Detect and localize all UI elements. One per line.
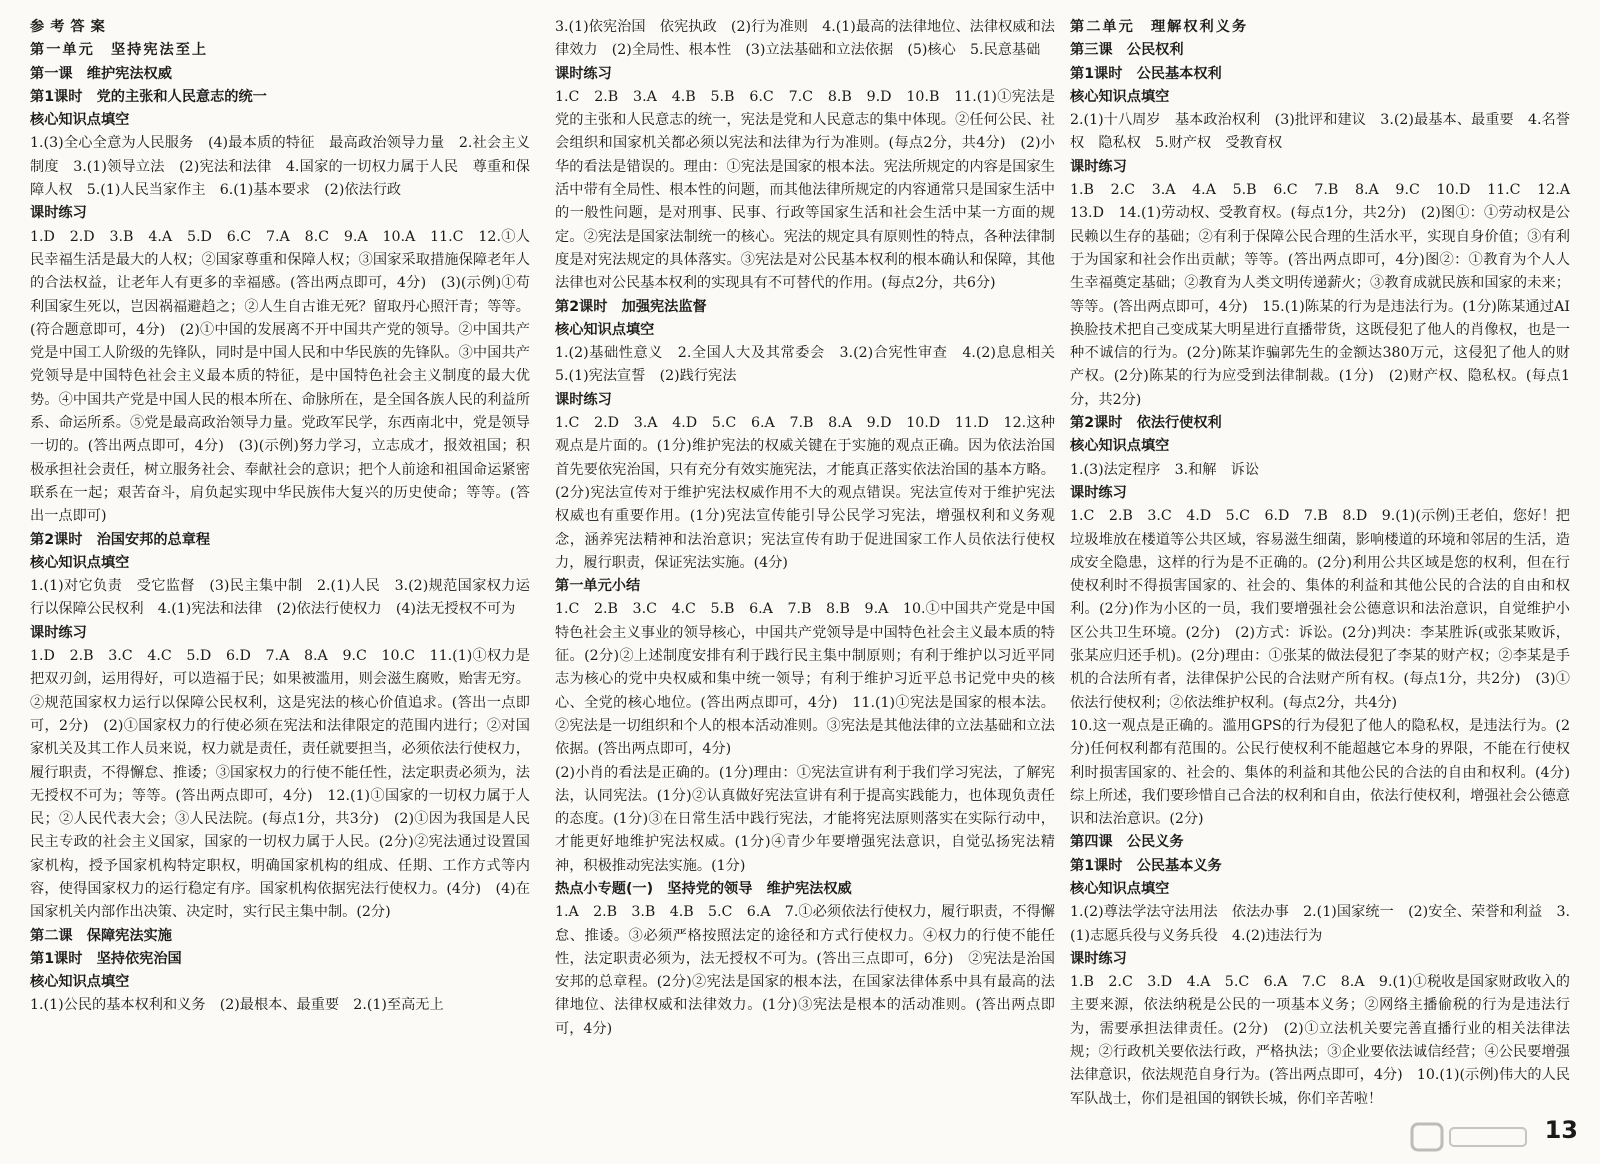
answer-paragraph: 1.C 2.B 3.A 4.B 5.B 6.C 7.C 8.B 9.D 10.B 11.(1)①宪法是党的主张和人民意志的统一，宪法是党和人民意志的集中体现。②任何公民、社会组织和国家机关都必须以宪法和法律为行为准则。(每点2分，共4分) (2)小华的看法是错误的。理由：①宪法是国家的根本法。宪法所规定的内容是国家生活中带有全局性、根本性的问题，而其他法律所规定的内容通常只是国家生活中的一般性问题，是对刑事、民事、行政等国家生活和社会生活中某一方面的规定。②宪法是国家法制统一的核心。宪法的规定具有原则性的特点，各种法律制度是对宪法规定的具体落实。③宪法是对公民基本权利的根本确认和保障，其他法律也对公民基本权利的实现具有不可替代的作用。(每点2分，共6分)	[555, 88, 1055, 292]
period-heading: 第1课时 公民基本权利	[1070, 65, 1222, 82]
period-heading: 第1课时 坚持依宪治国	[30, 950, 182, 967]
answer-paragraph: 1.A 2.B 3.B 4.B 5.C 6.A 7.①必须依法行使权力，履行职责，不得懈怠、推诿。③必须严格按照法定的途径和方式行使权力。④权力的行使不能任性，法定职责必须为，法无授权不可为。(答出三点即可，6分) ②宪法是治国安邦的总章程。(2分)②宪法是国家的根本法，在国家法律体系中具有最高的法律地位、法律权威和法律效力。(1分)③宪法是根本的活动准则。(答出两点即可，4分)	[555, 904, 1055, 1037]
watermark-logo	[1410, 1120, 1530, 1154]
period-heading: 第1课时 党的主张和人民意志的统一	[30, 88, 267, 105]
answer-paragraph: 1.D 2.B 3.C 4.C 5.D 6.D 7.A 8.A 9.C 10.C 11.(1)①权力是把双刃剑，运用得好，可以造福于民；如果被滥用，则会滋生腐败，贻害无穷。②规范国家权力运行以保障公民权利，这是宪法的核心价值追求。(答出一点即可，2分) (2)①国家权力的行使必须在宪法和法律限定的范围内进行；②对国家机关及其工作人员来说，权力就是责任，责任就要担当，必须依法行使权力，履行职责，不得懈怠、推诿；③国家权力的行使不能任性，法定职责必须为，法无授权不可为；等等。(答出两点即可，4分) 12.(1)①国家的一切权力属于人民；②人民代表大会；③人民法院。(每点1分，共3分) (2)①因为我国是人民民主专政的社会主义国家，国家的一切权力属于人民。(2分)②宪法通过设置国家机构，授予国家机构特定职权，明确国家机构的组成、任期、工作方式等内容，使得国家权力的运行稳定有序。国家机构依据宪法行使权力。(4分) (4)在国家机关内部作出决策、决定时，实行民主集中制。(2分)	[30, 648, 530, 921]
section-label: 核心知识点填空	[30, 554, 130, 571]
answer-paragraph: 1.C 2.B 3.C 4.D 5.C 6.D 7.B 8.D 9.(1)(示例)王老伯，您好！把垃圾堆放在楼道等公共区域，容易滋生细菌，影响楼道的环境和邻居的生活，造成安全隐患，这样的行为是不正确的。(2分)利用公共区域是您的权利，但在行使权利时不得损害国家的、社会的、集体的利益和其他公民的合法的自由和权利。(2分)作为小区的一员，我们要增强社会公德意识和法治意识，自觉维护小区公共卫生环境。(2分) (2)方式：诉讼。(2分)判决：李某胜诉(或张某败诉，张某应归还手机)。(2分)理由：①张某的做法侵犯了李某的财产权；②李某是手机的合法所有者，法律保护公民的合法财产所有权。(每点1分，共2分) (3)①依法行使权利；②依法维护权利。(每点2分，共4分)	[1070, 508, 1570, 711]
section-label: 核心知识点填空	[1070, 880, 1170, 897]
section-label: 课时练习	[1070, 158, 1127, 175]
section-label: 课时练习	[1070, 484, 1127, 501]
period-heading: 第2课时 加强宪法监督	[555, 298, 707, 315]
section-label: 课时练习	[30, 624, 87, 641]
page-title: 参考答案	[30, 19, 111, 35]
section-label: 课时练习	[555, 65, 612, 82]
period-heading: 第1课时 公民基本义务	[1070, 857, 1222, 874]
answer-paragraph: 1.(1)对它负责 受它监督 (3)民主集中制 2.(1)人民 3.(2)规范国家权力运行以保障公民权利 4.(1)宪法和法律 (2)依法行使权力 (4)法无授权不可为	[30, 578, 530, 618]
column-right	[1070, 16, 1585, 1146]
section-label: 核心知识点填空	[1070, 438, 1170, 455]
lesson-heading: 第一课 维护宪法权威	[30, 65, 172, 82]
section-label: 核心知识点填空	[30, 112, 130, 129]
answer-paragraph: 1.B 2.C 3.D 4.A 5.C 6.A 7.C 8.A 9.(1)①税收是国家财政收入的主要来源，依法纳税是公民的一项基本义务；②网络主播偷税的行为是违法行为，需要承担法律责任。(2分) (2)①立法机关要完善直播行业的相关法律法规；②行政机关要依法行政，严格执法；③企业要依法诚信经营；④公民要增强法律意识，依法规范自身行为。(答出两点即可，4分) 10.(1)(示例)伟大的人民军队战士，你们是祖国的钢铁长城，你们辛苦啦！	[1070, 974, 1570, 1107]
answer-paragraph: 3.(1)依宪治国 依宪执政 (2)行为准则 4.(1)最高的法律地位、法律权威和法律效力 (2)全局性、根本性 (3)立法基础和立法依据 (5)核心 5.民意基础	[555, 19, 1055, 59]
lesson-heading: 第四课 公民义务	[1070, 834, 1184, 851]
answer-paragraph: 1.(3)法定程序 3.和解 诉讼	[1070, 461, 1260, 478]
section-label: 核心知识点填空	[30, 974, 130, 991]
column-middle	[555, 16, 1070, 1146]
answer-paragraph: 1.(1)公民的基本权利和义务 (2)最根本、最重要 2.(1)至高无上	[30, 997, 444, 1014]
answer-paragraph: 2.(1)十八周岁 基本政治权利 (3)批评和建议 3.(2)最基本、最重要 4.名誉权 隐私权 5.财产权 受教育权	[1070, 112, 1570, 152]
answer-paragraph: 1.D 2.D 3.B 4.A 5.D 6.C 7.A 8.C 9.A 10.A 11.C 12.①人民幸福生活是最大的人权；②国家尊重和保障人权；③国家采取措施保障老年人的合法权益，让老年人有更多的幸福感。(答出两点即可，4分) (3)(示例)①苟利国家生死以，岂因祸福避趋之；②人生自古谁无死？留取丹心照汗青；等等。(符合题意即可，4分) (2)①中国的发展离不开中国共产党的领导。②中国共产党是中国工人阶级的先锋队，同时是中国人民和中华民族的先锋队。③中国共产党领导是中国特色社会主义最本质的特征，是中国特色社会主义制度的最大优势。④中国共产党是中国人民的根本所在、命脉所在，是全国各族人民的利益所系、命运所系。⑤党是最高政治领导力量。党政军民学，东西南北中，党是领导一切的。(答出两点即可，4分) (3)(示例)努力学习，立志成才，报效祖国；积极承担社会责任，树立服务社会、奉献社会的意识；把个人前途和祖国命运紧密联系在一起；艰苦奋斗，肩负起实现中华民族伟大复兴的历史使命；等等。(答出一点即可)	[30, 228, 530, 525]
page-number: 13	[1544, 1116, 1578, 1144]
section-label: 核心知识点填空	[555, 321, 655, 338]
period-heading: 第2课时 治国安邦的总章程	[30, 531, 211, 548]
period-heading: 第2课时 依法行使权利	[1070, 415, 1222, 432]
section-label: 核心知识点填空	[1070, 88, 1170, 105]
section-label: 课时练习	[30, 205, 87, 222]
answer-paragraph: 1.(3)全心全意为人民服务 (4)最本质的特征 最高政治领导力量 2.社会主义制度 3.(1)领导立法 (2)宪法和法律 4.国家的一切权力属于人民 尊重和保障人权 5.(1)人民当家作主 6.(1)基本要求 (2)依法行政	[30, 135, 530, 199]
column-left	[30, 16, 530, 1146]
answer-paragraph: 1.B 2.C 3.A 4.A 5.B 6.C 7.B 8.A 9.C 10.D 11.C 12.A 13.D 14.(1)劳动权、受教育权。(每点1分，共2分) (2)图①：①劳动权是公民赖以生存的基础；②有利于保障公民合理的生活水平，实现自身价值；③有利于为国家和社会作出贡献；等等。(答出两点即可，4分)图②：①教育为个人人生幸福奠定基础；②教育为人类文明传递薪火；③教育成就民族和国家的未来；等等。(答出两点即可，4分) 15.(1)陈某的行为是违法行为。(1分)陈某通过AI换脸技术把自己变成某大明星进行直播带货，这既侵犯了他人的肖像权，也是一种不诚信的行为。(2分)陈某诈骗郭先生的金额达380万元，这侵犯了他人的财产权。(2分)陈某的行为应受到法律制裁。(1分) (2)财产权、隐私权。(每点1分，共2分)	[1070, 182, 1585, 408]
unit-heading: 第一单元 坚持宪法至上	[30, 42, 209, 59]
topic-heading: 热点小专题(一) 坚持党的领导 维护宪法权威	[555, 880, 852, 897]
lesson-heading: 第二课 保障宪法实施	[30, 927, 172, 944]
answer-paragraph: 1.(2)尊法学法守法用法 依法办事 2.(1)国家统一 (2)安全、荣誉和利益 3.(1)志愿兵役与义务兵役 4.(2)违法行为	[1070, 904, 1570, 944]
lesson-heading: 第三课 公民权利	[1070, 42, 1184, 59]
section-label: 课时练习	[555, 391, 612, 408]
answer-paragraph: 10.这一观点是正确的。滥用GPS的行为侵犯了他人的隐私权，是违法行为。(2分)任何权利都有范围的。公民行使权利不能超越它本身的界限，不能在行使权利时损害国家的、社会的、集体的利益和其他公民的合法的自由和权利。(4分)综上所述，我们要珍惜自己合法的权利和自由，依法行使权利，增强社会公德意识和法治意识。(2分)	[1070, 717, 1570, 828]
unit-heading: 第二单元 理解权利义务	[1070, 19, 1249, 35]
section-label: 课时练习	[1070, 950, 1127, 967]
answer-paragraph: (2)小肖的看法是正确的。(1分)理由：①宪法宣讲有利于我们学习宪法，了解宪法，认同宪法。(1分)②认真做好宪法宣讲有利于提高实践能力，也体现负责任的态度。(1分)③在日常生活中践行宪法，才能将宪法原则落实在实际行动中，才能更好地维护宪法权威。(1分)④青少年要增强宪法意识，自觉弘扬宪法精神，积极推动宪法实施。(1分)	[555, 764, 1055, 874]
answer-paragraph: 1.C 2.D 3.A 4.D 5.C 6.A 7.B 8.A 9.D 10.D 11.D 12.这种观点是片面的。(1分)维护宪法的权威关键在于实施的观点正确。因为依法治国首先要依宪治国，只有充分有效实施宪法，才能真正落实依法治国的基本方略。(2分)宪法宣传对于维护宪法权威作用不大的观点错误。宪法宣传对于维护宪法权威也有重要作用。(1分)宪法宣传能引导公民学习宪法，增强权利和义务观念，涵养宪法精神和法治意识；宪法宣传有助于促进国家工作人员依法行使权力，履行职责，保证宪法实施。(4分)	[555, 415, 1055, 571]
topic-heading: 第一单元小结	[555, 578, 641, 595]
answer-paragraph: 1.(2)基础性意义 2.全国人大及其常委会 3.(2)合宪性审查 4.(2)息息相关 5.(1)宪法宣誓 (2)践行宪法	[555, 345, 1070, 385]
answer-paragraph: 1.C 2.B 3.C 4.C 5.B 6.A 7.B 8.B 9.A 10.①中国共产党是中国特色社会主义事业的领导核心，中国共产党领导是中国特色社会主义最本质的特征。(2分)②上述制度安排有利于践行民主集中制原则；有利于维护以习近平同志为核心的党中央权威和集中统一领导；有利于维护习近平总书记党中央的核心、全党的核心地位。(答出两点即可，4分) 11.(1)①宪法是国家的根本法。②宪法是一切组织和个人的根本活动准则。③宪法是其他法律的立法基础和立法依据。(答出两点即可，4分)	[555, 601, 1055, 758]
